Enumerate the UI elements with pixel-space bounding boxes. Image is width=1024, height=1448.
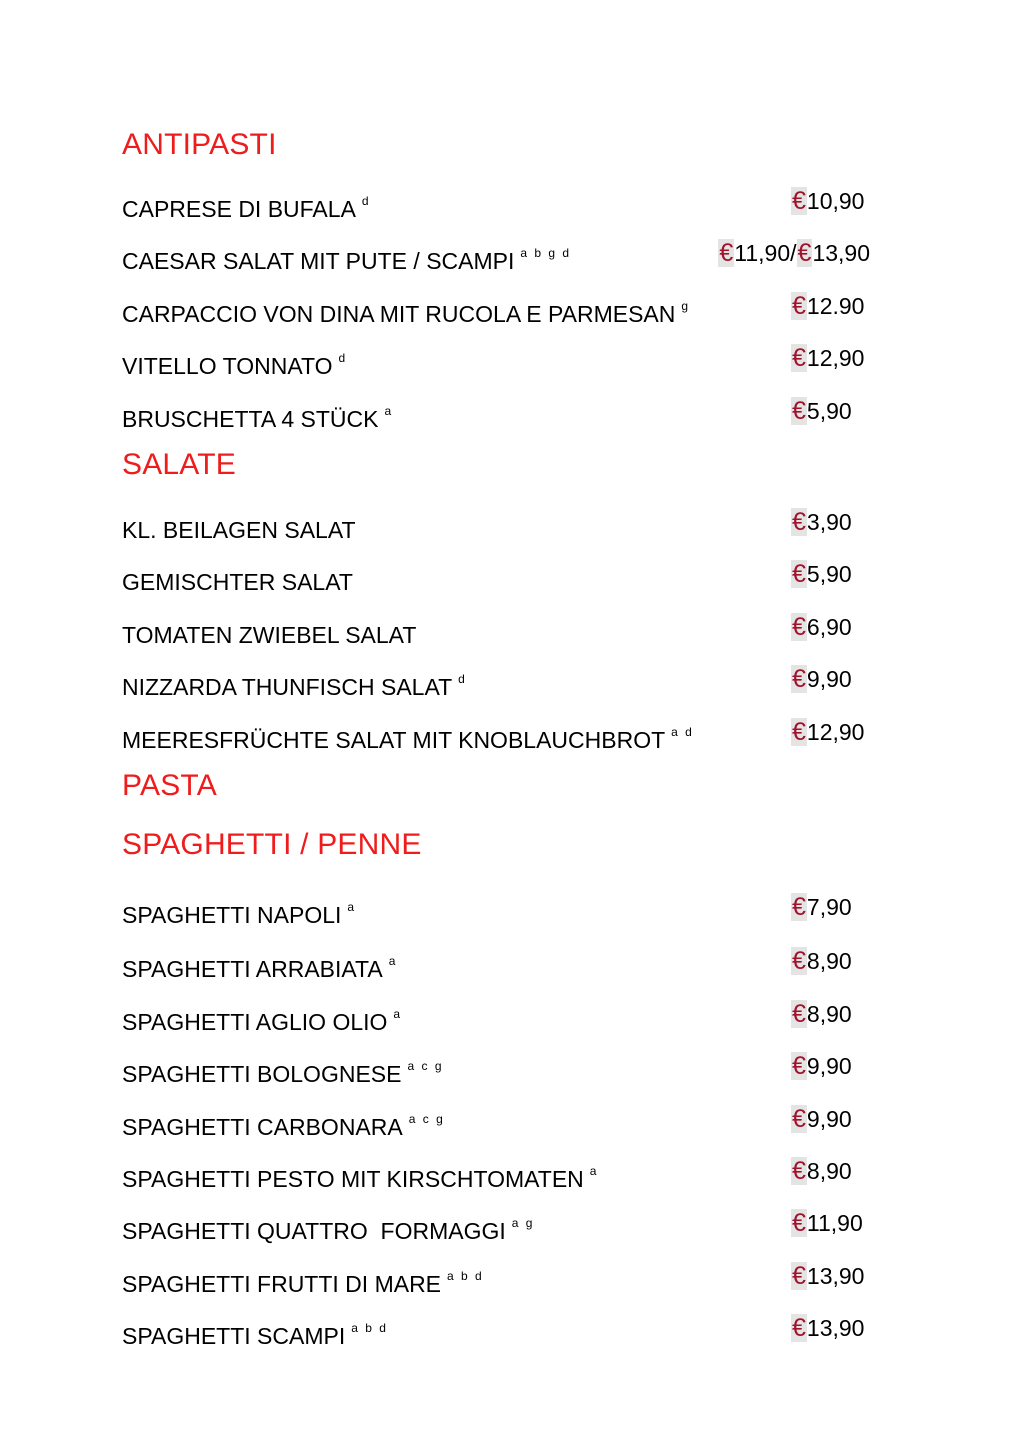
euro-sign: €	[792, 1000, 806, 1028]
menu-item	[122, 1260, 882, 1297]
item-price: €9,90	[792, 1052, 852, 1080]
section-heading-salate: SALATE	[122, 448, 237, 481]
allergen-codes: a c g	[407, 1059, 444, 1073]
allergen-codes: a	[388, 954, 398, 968]
item-name: TOMATEN ZWIEBEL SALAT	[122, 622, 417, 648]
menu-item	[122, 237, 882, 274]
allergen-codes: g	[681, 299, 691, 313]
euro-sign: €	[792, 947, 806, 975]
euro-sign: €	[792, 893, 806, 921]
allergen-codes: d	[361, 194, 371, 208]
menu-item	[122, 1312, 882, 1349]
item-name: NIZZARDA THUNFISCH SALAT $^d$	[122, 672, 467, 700]
menu-item	[122, 1103, 882, 1140]
allergen-codes: d	[458, 672, 467, 686]
item-price: €5,90	[792, 560, 852, 588]
euro-sign: €	[719, 239, 734, 267]
menu-item	[122, 945, 882, 982]
item-price: €12.90	[792, 292, 865, 320]
item-price: €11,90/€13,90	[719, 239, 870, 267]
item-price: €12,90	[792, 718, 865, 746]
item-price: €8,90	[792, 1157, 852, 1185]
euro-sign: €	[792, 1209, 806, 1237]
allergen-codes: a b g d	[520, 246, 572, 260]
item-name: CARPACCIO VON DINA MIT RUCOLA E PARMESAN $^g$	[122, 299, 691, 327]
allergen-codes: a	[384, 404, 394, 418]
menu-item	[122, 558, 882, 595]
allergen-codes: d	[338, 351, 348, 365]
item-price: €7,90	[792, 893, 852, 921]
item-name: SPAGHETTI PESTO MIT KIRSCHTOMATEN $^a$	[122, 1164, 599, 1192]
menu-item	[122, 506, 882, 543]
allergen-codes: a b d	[447, 1269, 484, 1283]
item-name: CAESAR SALAT MIT PUTE / SCAMPI $^{a b g d}$	[122, 246, 572, 274]
euro-sign: €	[792, 292, 806, 320]
menu-item	[122, 342, 882, 379]
item-price: €11,90	[792, 1209, 863, 1237]
euro-sign: €	[792, 665, 806, 693]
euro-sign: €	[792, 1052, 806, 1080]
allergen-codes: a	[393, 1007, 403, 1021]
item-price: €6,90	[792, 613, 852, 641]
item-name: SPAGHETTI AGLIO OLIO $^a$	[122, 1007, 403, 1035]
item-name: SPAGHETTI CARBONARA $^{a c g}$	[122, 1112, 445, 1140]
item-price: €5,90	[792, 397, 852, 425]
item-name: SPAGHETTI ARRABIATA $^a$	[122, 954, 398, 982]
menu-item	[122, 185, 882, 222]
euro-sign: €	[792, 187, 806, 215]
menu-item	[122, 998, 882, 1035]
euro-sign: €	[797, 239, 812, 267]
euro-sign: €	[792, 613, 806, 641]
euro-sign: €	[792, 1314, 806, 1342]
item-price: €8,90	[792, 1000, 852, 1028]
item-price: €9,90	[792, 1105, 852, 1133]
euro-sign: €	[792, 508, 806, 536]
allergen-codes: a b d	[351, 1321, 388, 1335]
menu-item	[122, 716, 882, 753]
euro-sign: €	[792, 397, 806, 425]
item-name: KL. BEILAGEN SALAT	[122, 517, 356, 543]
item-price: €13,90	[792, 1314, 865, 1342]
item-name: SPAGHETTI NAPOLI $^a$	[122, 900, 357, 928]
section-heading-antipasti: ANTIPASTI	[122, 128, 277, 161]
item-name: SPAGHETTI QUATTRO FORMAGGI $^{a g}$	[122, 1216, 535, 1244]
allergen-codes: a d	[671, 725, 694, 739]
menu-item	[122, 1207, 882, 1244]
item-name: CAPRESE DI BUFALA $^d$	[122, 194, 371, 222]
menu-item	[122, 663, 882, 700]
item-price: €3,90	[792, 508, 852, 536]
euro-sign: €	[792, 344, 806, 372]
item-name: SPAGHETTI BOLOGNESE $^{a c g}$	[122, 1059, 444, 1087]
item-price: €12,90	[792, 344, 865, 372]
menu-item	[122, 1155, 882, 1192]
item-name: VITELLO TONNATO $^d$	[122, 351, 348, 379]
section-heading-spaghetti-penne: SPAGHETTI / PENNE	[122, 828, 422, 861]
menu-item	[122, 290, 882, 327]
euro-sign: €	[792, 718, 806, 746]
allergen-codes: a	[347, 900, 357, 914]
allergen-codes: a g	[511, 1216, 535, 1230]
menu-item	[122, 611, 882, 648]
item-price: €9,90	[792, 665, 852, 693]
item-name: MEERESFRÜCHTE SALAT MIT KNOBLAUCHBROT $^{a d}$	[122, 725, 694, 753]
item-price: €10,90	[792, 187, 865, 215]
item-price: €13,90	[792, 1262, 865, 1290]
menu-item	[122, 891, 882, 928]
menu-item	[122, 1050, 882, 1087]
item-name: SPAGHETTI FRUTTI DI MARE $^{a b d}$	[122, 1269, 484, 1297]
euro-sign: €	[792, 1157, 806, 1185]
item-name: SPAGHETTI SCAMPI $^{a b d}$	[122, 1321, 388, 1349]
euro-sign: €	[792, 1262, 806, 1290]
section-heading-pasta: PASTA	[122, 769, 217, 802]
allergen-codes: a	[589, 1164, 599, 1178]
allergen-codes: a c g	[408, 1112, 445, 1126]
euro-sign: €	[792, 1105, 806, 1133]
item-name: GEMISCHTER SALAT	[122, 569, 353, 595]
euro-sign: €	[792, 560, 806, 588]
menu-item	[122, 395, 882, 432]
item-price: €8,90	[792, 947, 852, 975]
item-name: BRUSCHETTA 4 STÜCK $^a$	[122, 404, 394, 432]
